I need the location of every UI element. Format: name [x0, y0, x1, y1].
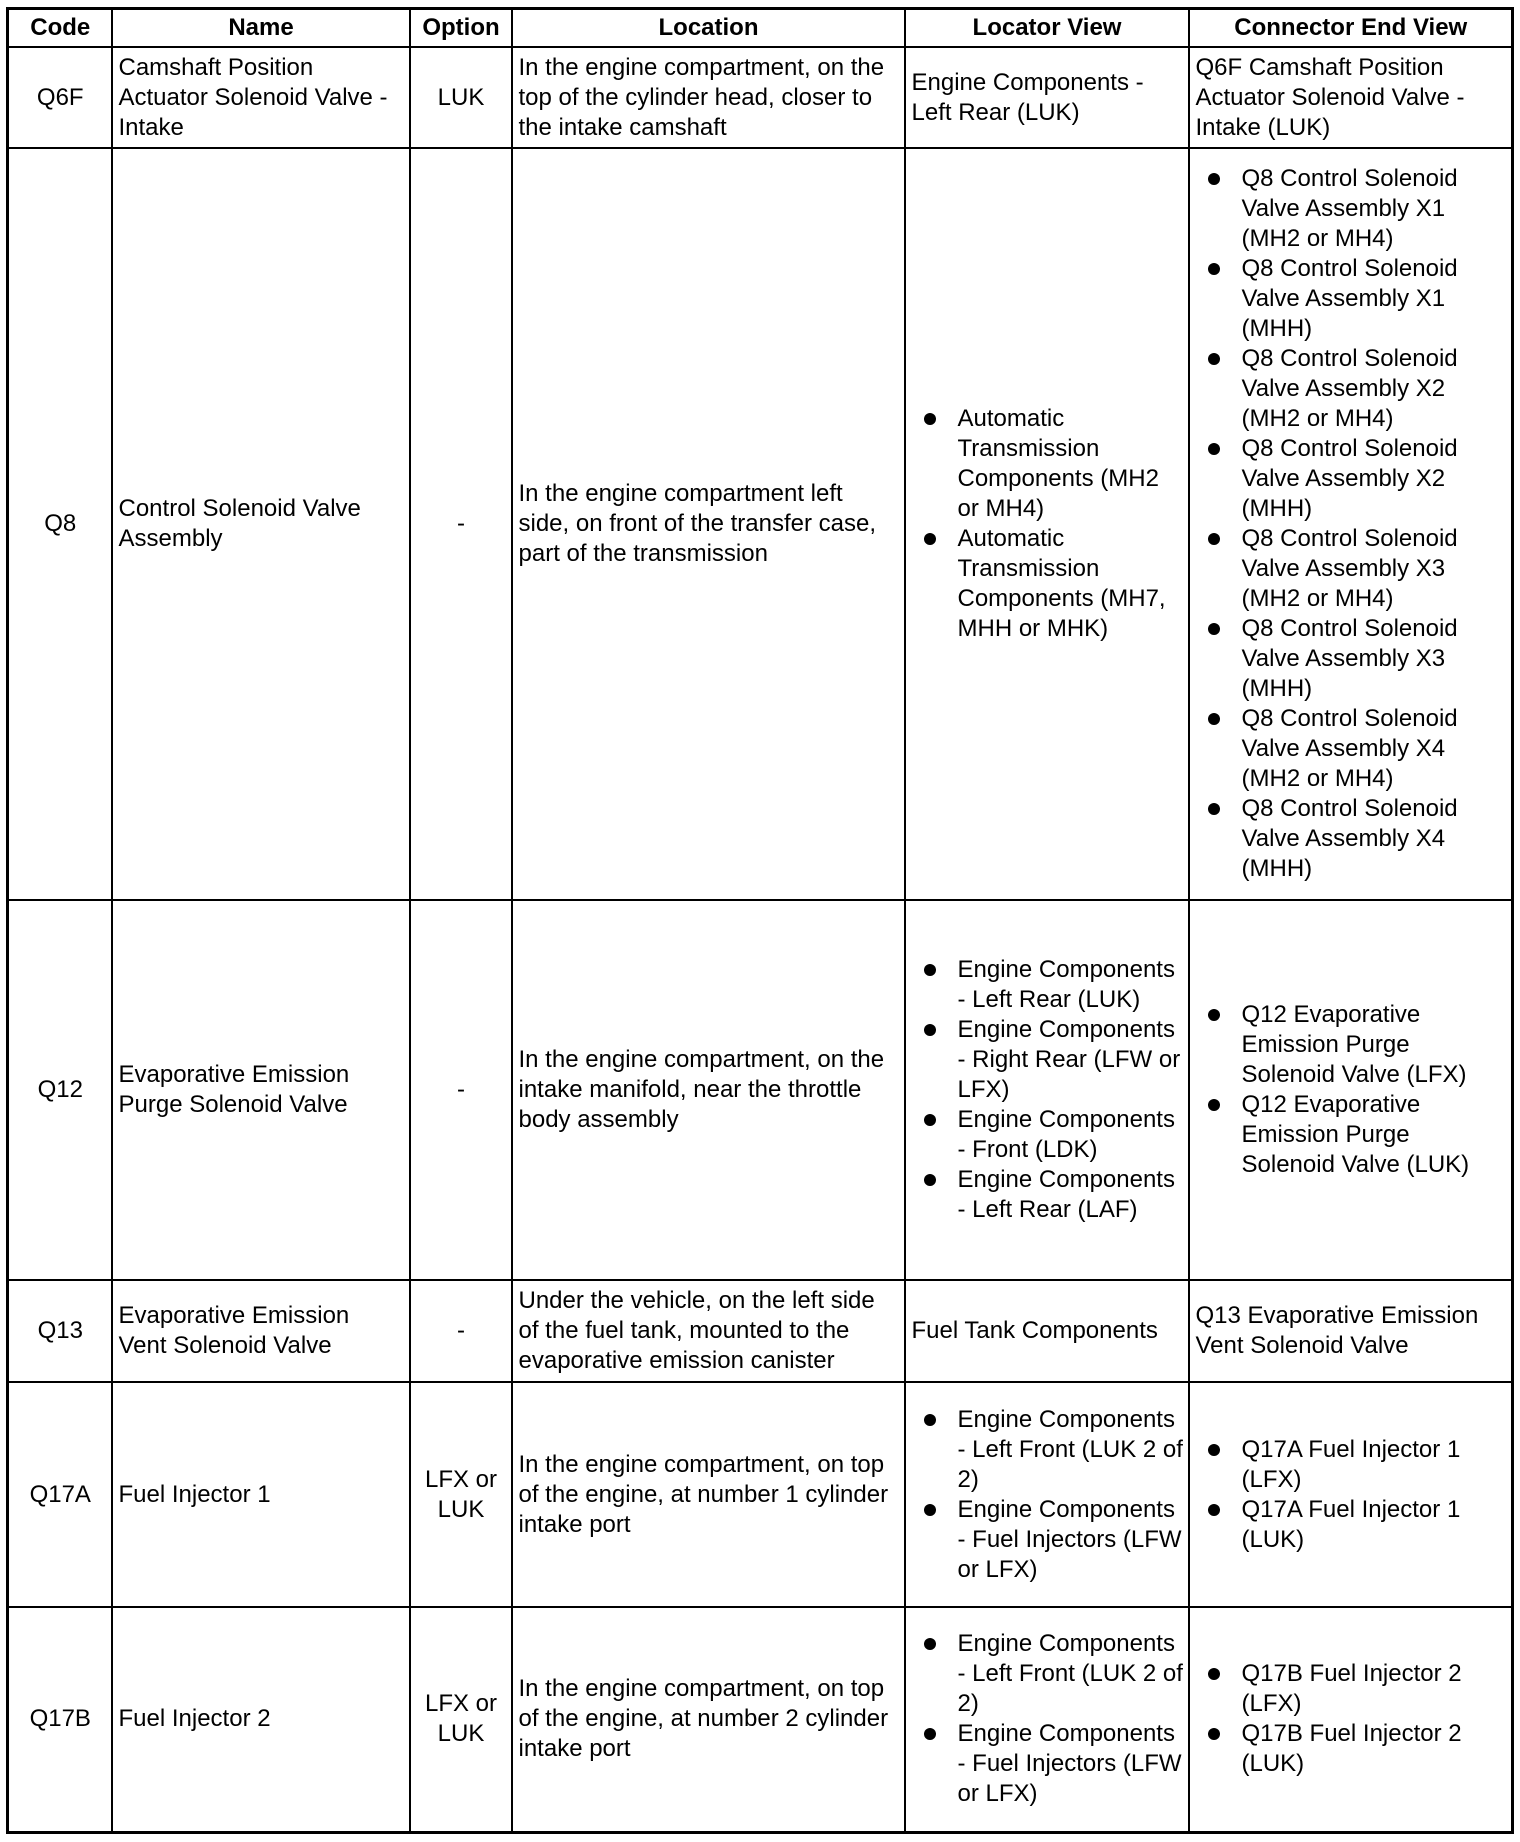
- cell-locator-view[interactable]: Engine Components - Left Rear (LUK): [905, 47, 1189, 148]
- cell-code: Q17B: [8, 1607, 112, 1832]
- locator-view-list: [910, 404, 1186, 644]
- locator-view-item[interactable]: Engine Components - Left Rear (LUK): [958, 955, 1186, 1015]
- table-row: [8, 1607, 1513, 1832]
- cell-locator-view: [905, 148, 1189, 900]
- header-row: [8, 9, 1513, 48]
- cell-location: Under the vehicle, on the left side of the fuel tank, mounted to the evaporative emission canister: [512, 1280, 905, 1382]
- cell-location: In the engine compartment, on the intake manifold, near the throttle body assembly: [512, 900, 905, 1280]
- connector-end-view-item[interactable]: Q12 Evaporative Emission Purge Solenoid Valve (LFX): [1242, 1000, 1510, 1090]
- connector-end-view-list: [1194, 1435, 1510, 1555]
- locator-view-item[interactable]: Engine Components - Fuel Injectors (LFW or LFX): [958, 1719, 1186, 1809]
- connector-end-view-item[interactable]: Q17A Fuel Injector 1 (LFX): [1242, 1435, 1510, 1495]
- table-row: [8, 47, 1513, 148]
- connector-end-view-item[interactable]: Q8 Control Solenoid Valve Assembly X1 (MH2 or MH4): [1242, 164, 1510, 254]
- component-locator-table: [6, 7, 1514, 1834]
- connector-end-view-item[interactable]: Q8 Control Solenoid Valve Assembly X2 (MH2 or MH4): [1242, 344, 1510, 434]
- connector-end-view-item[interactable]: Q8 Control Solenoid Valve Assembly X4 (MHH): [1242, 794, 1510, 884]
- cell-connector-end-view[interactable]: Q13 Evaporative Emission Vent Solenoid Valve: [1189, 1280, 1513, 1382]
- cell-connector-end-view: [1189, 1607, 1513, 1832]
- locator-view-item[interactable]: Engine Components - Left Front (LUK 2 of 2): [958, 1405, 1186, 1495]
- locator-view-list: [910, 1629, 1186, 1809]
- cell-location: In the engine compartment left side, on front of the transfer case, part of the transmission: [512, 148, 905, 900]
- table-row: [8, 148, 1513, 900]
- locator-view-list: [910, 1405, 1186, 1585]
- locator-view-item[interactable]: Engine Components - Fuel Injectors (LFW or LFX): [958, 1495, 1186, 1585]
- cell-locator-view[interactable]: Fuel Tank Components: [905, 1280, 1189, 1382]
- cell-connector-end-view: [1189, 148, 1513, 900]
- locator-view-item[interactable]: Automatic Transmission Components (MH2 or MH4): [958, 404, 1186, 524]
- cell-name: Evaporative Emission Vent Solenoid Valve: [112, 1280, 410, 1382]
- table-row: [8, 1280, 1513, 1382]
- cell-code: Q6F: [8, 47, 112, 148]
- component-table-wrapper: [6, 7, 1511, 1834]
- cell-code: Q13: [8, 1280, 112, 1382]
- cell-code: Q8: [8, 148, 112, 900]
- header-connector-end-view: Connector End View: [1189, 9, 1513, 48]
- locator-view-list: [910, 955, 1186, 1225]
- connector-end-view-item[interactable]: Q8 Control Solenoid Valve Assembly X4 (MH2 or MH4): [1242, 704, 1510, 794]
- cell-locator-view: [905, 1607, 1189, 1832]
- cell-connector-end-view: [1189, 900, 1513, 1280]
- cell-option: -: [410, 1280, 512, 1382]
- locator-view-item[interactable]: Automatic Transmission Components (MH7, MHH or MHK): [958, 524, 1186, 644]
- cell-locator-view: [905, 1382, 1189, 1607]
- header-name: Name: [112, 9, 410, 48]
- connector-end-view-item[interactable]: Q17B Fuel Injector 2 (LUK): [1242, 1719, 1510, 1779]
- connector-end-view-item[interactable]: Q8 Control Solenoid Valve Assembly X3 (MH2 or MH4): [1242, 524, 1510, 614]
- connector-end-view-list: [1194, 1000, 1510, 1180]
- connector-end-view-item[interactable]: Q8 Control Solenoid Valve Assembly X1 (MHH): [1242, 254, 1510, 344]
- cell-connector-end-view[interactable]: Q6F Camshaft Position Actuator Solenoid Valve - Intake (LUK): [1189, 47, 1513, 148]
- connector-end-view-item[interactable]: Q8 Control Solenoid Valve Assembly X3 (MHH): [1242, 614, 1510, 704]
- locator-view-item[interactable]: Engine Components - Right Rear (LFW or LFX): [958, 1015, 1186, 1105]
- cell-name: Fuel Injector 2: [112, 1607, 410, 1832]
- cell-locator-view: [905, 900, 1189, 1280]
- connector-end-view-list: [1194, 164, 1510, 884]
- cell-location: In the engine compartment, on top of the engine, at number 1 cylinder intake port: [512, 1382, 905, 1607]
- table-row: [8, 1382, 1513, 1607]
- header-locator-view: Locator View: [905, 9, 1189, 48]
- connector-end-view-item[interactable]: Q8 Control Solenoid Valve Assembly X2 (MHH): [1242, 434, 1510, 524]
- connector-end-view-item[interactable]: Q17B Fuel Injector 2 (LFX): [1242, 1659, 1510, 1719]
- header-location: Location: [512, 9, 905, 48]
- locator-view-item[interactable]: Engine Components - Left Front (LUK 2 of 2): [958, 1629, 1186, 1719]
- locator-view-item[interactable]: Engine Components - Left Rear (LAF): [958, 1165, 1186, 1225]
- connector-end-view-list: [1194, 1659, 1510, 1779]
- cell-location: In the engine compartment, on the top of the cylinder head, closer to the intake camshaft: [512, 47, 905, 148]
- cell-name: Control Solenoid Valve Assembly: [112, 148, 410, 900]
- locator-view-item[interactable]: Engine Components - Front (LDK): [958, 1105, 1186, 1165]
- cell-option: -: [410, 148, 512, 900]
- table-row: [8, 900, 1513, 1280]
- connector-end-view-item[interactable]: Q12 Evaporative Emission Purge Solenoid Valve (LUK): [1242, 1090, 1510, 1180]
- cell-location: In the engine compartment, on top of the engine, at number 2 cylinder intake port: [512, 1607, 905, 1832]
- cell-name: Camshaft Position Actuator Solenoid Valve - Intake: [112, 47, 410, 148]
- connector-end-view-item[interactable]: Q17A Fuel Injector 1 (LUK): [1242, 1495, 1510, 1555]
- cell-code: Q17A: [8, 1382, 112, 1607]
- cell-option: LFX or LUK: [410, 1382, 512, 1607]
- cell-name: Evaporative Emission Purge Solenoid Valve: [112, 900, 410, 1280]
- cell-option: LFX or LUK: [410, 1607, 512, 1832]
- cell-name: Fuel Injector 1: [112, 1382, 410, 1607]
- header-code: Code: [8, 9, 112, 48]
- cell-connector-end-view: [1189, 1382, 1513, 1607]
- cell-code: Q12: [8, 900, 112, 1280]
- cell-option: -: [410, 900, 512, 1280]
- cell-option: LUK: [410, 47, 512, 148]
- header-option: Option: [410, 9, 512, 48]
